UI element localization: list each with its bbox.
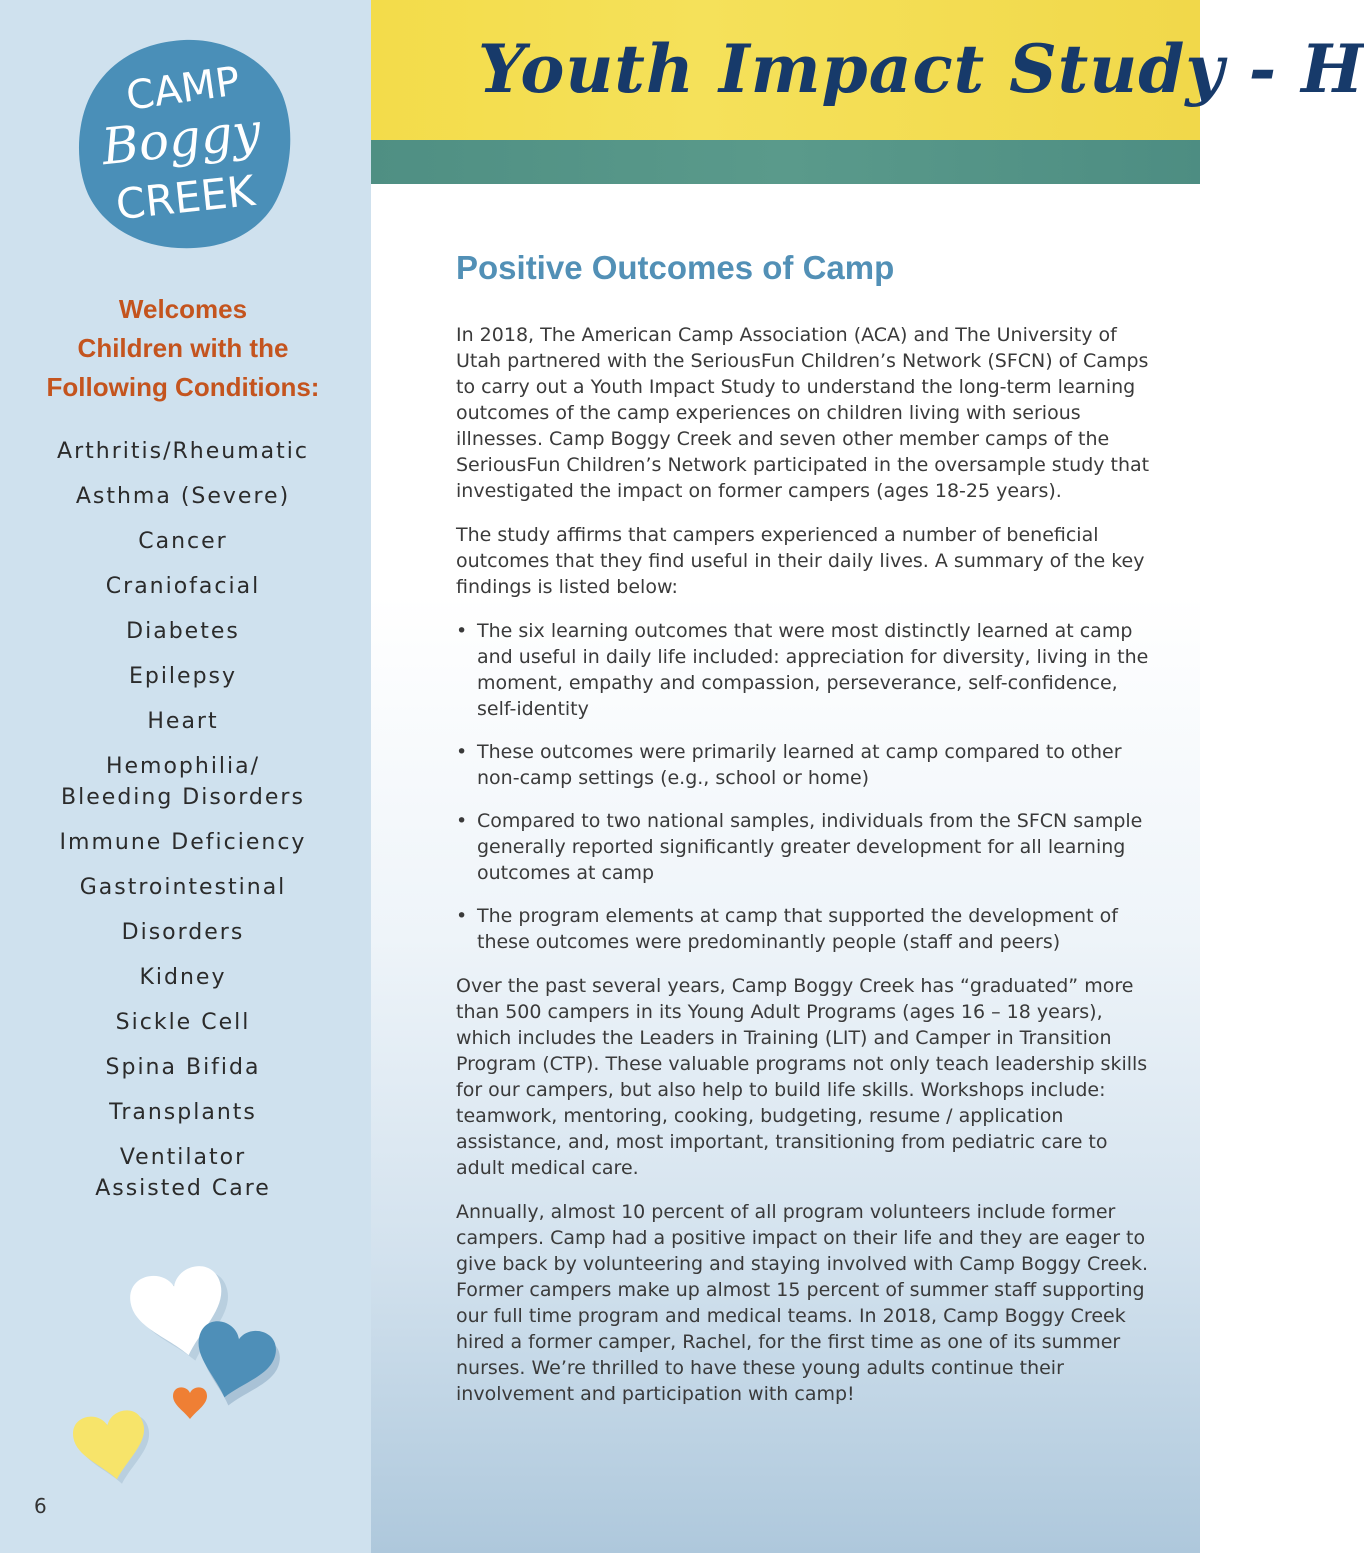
condition-item: Hemophilia/ Bleeding Disorders (61, 754, 305, 810)
condition-item: Heart (147, 709, 219, 734)
page-title: Youth Impact Study - H (478, 30, 1364, 108)
finding-text: The program elements at camp that supported the development of these outcomes were predominantly people (staff and peers) (477, 905, 1118, 953)
finding-item (456, 808, 1156, 886)
bullet-dot: • (456, 620, 468, 642)
logo-line-boggy: Boggy (99, 101, 264, 177)
bullet-dot: • (456, 810, 468, 832)
sidebar (0, 0, 371, 1553)
paragraph-young-adult-programs: Over the past several years, Camp Boggy Creek has “graduated” more than 500 campers in its Young Adult Programs (ages 16 – 18 years), which includes the Leaders in Training (LIT) and Camper in Transition Program (CTP). These valuable programs not only teach leadership skills for our campers, but also help to build life skills. Workshops include: teamwork, mentoring, cooking, budgeting, resume / application assistance, and, most important, transitioning from pediatric care to adult medical care. (456, 975, 1148, 1179)
condition-item: Kidney (139, 965, 227, 990)
welcome-heading (0, 290, 366, 407)
condition-item: Immune Deficiency (59, 830, 307, 855)
paragraph-findings-intro: The study affirms that campers experienced a number of beneficial outcomes that they find useful in their daily lives. A summary of the key findings is listed below: (456, 524, 1145, 598)
welcome-line: Children with the (77, 333, 289, 363)
page-number: 6 (34, 1494, 47, 1518)
finding-item (456, 903, 1156, 955)
camp-logo (74, 36, 294, 252)
finding-text: The six learning outcomes that were most distinctly learned at camp and useful in daily life included: appreciation for diversity, living in the moment, empathy and compassion, perseverance, self-confidence, self-identity (477, 620, 1149, 720)
bullet-dot: • (456, 905, 468, 927)
section-title: Positive Outcomes of Camp (456, 249, 895, 286)
paragraph-volunteers: Annually, almost 10 percent of all program volunteers include former campers. Camp had a positive impact on their life and they are eager to give back by volunteering and staying involved with Camp Boggy Creek. Former campers make up almost 15 percent of summer staff supporting our full time program and medical teams. In 2018, Camp Boggy Creek hired a former camper, Rachel, for the first time as one of its summer nurses. We’re thrilled to have these young adults continue their involvement and participation with camp! (456, 1201, 1149, 1405)
condition-item: Transplants (109, 1100, 257, 1125)
finding-item (456, 618, 1156, 722)
hearts-decoration (60, 1245, 320, 1495)
welcome-line: Welcomes (118, 294, 248, 324)
condition-item: Asthma (Severe) (75, 484, 291, 509)
conditions-list (0, 436, 366, 1218)
condition-item: Ventilator Assisted Care (95, 1145, 271, 1201)
welcome-line: Following Conditions: (46, 372, 320, 402)
condition-item: Disorders (121, 920, 245, 945)
condition-item: Arthritis/Rheumatic (57, 439, 309, 464)
findings-list (456, 618, 1156, 955)
condition-item: Diabetes (126, 619, 240, 644)
heart-orange-icon (173, 1387, 207, 1419)
condition-item: Epilepsy (128, 664, 238, 689)
condition-item: Sickle Cell (115, 1010, 251, 1035)
finding-text: These outcomes were primarily learned at camp compared to other non-camp settings (e.g., school or home) (477, 741, 1122, 789)
paragraph-study-intro: In 2018, The American Camp Association (ACA) and The University of Utah partnered with the SeriousFun Children’s Network (SFCN) of Camps to carry out a Youth Impact Study to understand the long-term learning outcomes of the camp experiences on children living with serious illnesses. Camp Boggy Creek and seven other member camps of the SeriousFun Children’s Network participated in the oversample study that investigated the impact on former campers (ages 18-25 years). (456, 324, 1150, 502)
condition-item: Spina Bifida (105, 1055, 261, 1080)
heart-yellow-icon (70, 1407, 157, 1491)
condition-item: Cancer (138, 529, 228, 554)
condition-item: Craniofacial (105, 574, 261, 599)
logo-line-creek: CREEK (113, 165, 258, 230)
bullet-dot: • (456, 741, 468, 763)
condition-item: Gastrointestinal (79, 875, 287, 900)
main-content (456, 248, 1156, 1425)
banner-teal-band (371, 140, 1200, 184)
finding-item (456, 739, 1156, 791)
finding-text: Compared to two national samples, individuals from the SFCN sample generally reported significantly greater development for all learning outcomes at camp (477, 810, 1143, 884)
logo-line-camp: CAMP (123, 58, 243, 120)
